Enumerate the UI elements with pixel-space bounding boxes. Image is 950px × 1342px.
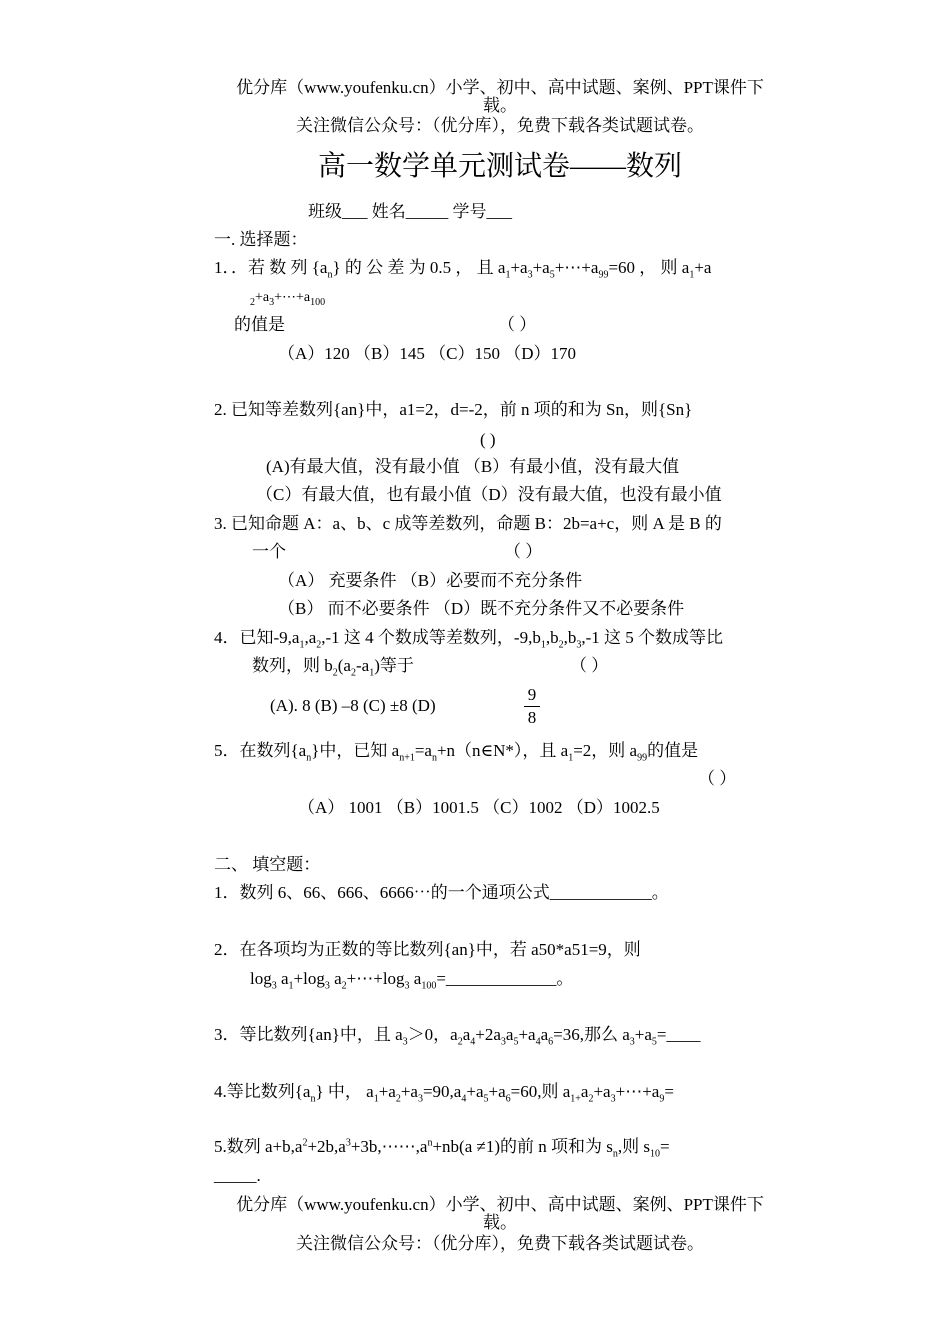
fill-3: 3．等比数列{an}中，且 $a_3>0$，$a_2a_4+2a_3a_5+a_4a_6=36$,那么 $a_3+a_5=\_\_\_\_$ bbox=[214, 1025, 701, 1048]
q4-options: (A). 8 (B) –8 (C) ±8 (D) bbox=[270, 696, 436, 715]
section-2-heading: 二、 填空题： bbox=[214, 855, 321, 874]
q2-line-1: 2. 已知等差数列{an}中，a1=2，d=-2，前 n 项的和为 Sn，则{Sn} bbox=[214, 400, 693, 419]
fill-2-line-2: $\log_3 a_1+\log_3$ $a_2+\cdots+\log_3$ $a_{100}=\_\_\_\_\_\_\_\_\_\_\_\_\_$。 bbox=[250, 969, 574, 992]
q3-line-1: 3. 已知命题 A：a、b、c 成等差数列，命题 B：2b=a+c，则 A 是 B 的 bbox=[214, 514, 722, 533]
fill-5-line-1: 5.数列 $a+b,a^2+2b,a^3+3b,\cdots\cdots,a^n+nb(a \ne 1)$的前 n 项和为 $s_n$,则 $s_{10}=$ bbox=[214, 1137, 670, 1160]
fill-2-line-1: 2．在各项均为正数的等比数列{an}中，若 a50*a51=9，则 bbox=[214, 940, 641, 959]
q2-answer-paren: ( ) bbox=[480, 430, 496, 449]
section-1-heading: 一. 选择题： bbox=[214, 230, 308, 249]
q1-line-2: $_2+a_3+\cdots+a_{100}$ bbox=[250, 290, 326, 308]
q1-line-1: 1．．若 数 列 $\{a_n\}$ 的 公 差 为 0.5 ， 且 $a_1+a_3+a_5+\cdots+a_{99}=60$ ， 则 $a_1+a$ bbox=[214, 258, 712, 281]
header-line-1: 优分库（www.youfenku.cn）小学、初中、高中试题、案例、PPT课件下 bbox=[236, 78, 764, 97]
q5-line-1: 5．在数列$\{a_n\}$中，已知 $a_{n+1}=a_n+n(n\in N*)$，且 $a_1=2$，则 $a_{99}$的值是 bbox=[214, 741, 699, 764]
student-info: 班级___ 姓名_____ 学号___ bbox=[308, 202, 512, 221]
q3-options-2: （B） 而不必要条件 （D）既不充分条件又不必要条件 bbox=[278, 599, 685, 618]
q5-answer-paren: （ ） bbox=[698, 769, 737, 788]
header-line-1b: 载。 bbox=[483, 96, 517, 115]
fraction-bar bbox=[524, 706, 540, 707]
page-title: 高一数学单元测试卷——数列 bbox=[317, 151, 682, 182]
q4-line-1: 4．已知$-9,a_1,a_2,-1$ 这 4 个数成等差数列，$-9,b_1,b_2,b_3,-1$ 这 5 个数成等比 bbox=[214, 628, 724, 651]
footer-line-2: 关注微信公众号：（优分库），免费下载各类试题试卷。 bbox=[296, 1234, 704, 1253]
fill-1: 1．数列 6、66、666、6666⋯的一个通项公式____________。 bbox=[214, 883, 669, 902]
q3-answer-paren: （ ） bbox=[504, 542, 543, 561]
q4-option-d-fraction bbox=[524, 686, 540, 727]
fill-5-line-2: _____. bbox=[214, 1166, 261, 1185]
q1-line-3: 的值是 bbox=[234, 315, 285, 334]
q2-options-1: (A)有最大值，没有最小值 （B）有最小值，没有最大值 bbox=[266, 457, 680, 476]
q2-options-2: （C）有最大值，也有最小值（D）没有最大值，也没有最小值 bbox=[256, 485, 722, 504]
footer-line-1: 优分库（www.youfenku.cn）小学、初中、高中试题、案例、PPT课件下 bbox=[236, 1195, 764, 1214]
footer-line-1b: 载。 bbox=[483, 1213, 517, 1232]
q1-options: （A）120 （B）145 （C）150 （D）170 bbox=[278, 344, 576, 363]
header-line-2: 关注微信公众号：（优分库），免费下载各类试题试卷。 bbox=[296, 116, 704, 135]
q4-line-2: 数列，则 $b_2(a_2-a_1)$等于 bbox=[252, 656, 414, 679]
q1-answer-paren: （ ） bbox=[498, 315, 537, 334]
q3-line-2: 一个 bbox=[252, 542, 286, 561]
fraction-numerator: 9 bbox=[527, 685, 537, 704]
fill-4: 4.等比数列$\{a_n\}$ 中， $a_1+a_2+a_3=90,a_4+a_5+a_6=60$,则 $a_{1+}a_2+a_3+\cdots+a_9=$ bbox=[214, 1082, 674, 1105]
q5-options: （A） 1001 （B）1001.5 （C）1002 （D）1002.5 bbox=[298, 798, 660, 817]
fraction-denominator: 8 bbox=[527, 708, 537, 727]
q3-options-1: （A） 充要条件 （B）必要而不充分条件 bbox=[278, 571, 583, 590]
q4-answer-paren: （ ） bbox=[570, 656, 609, 675]
